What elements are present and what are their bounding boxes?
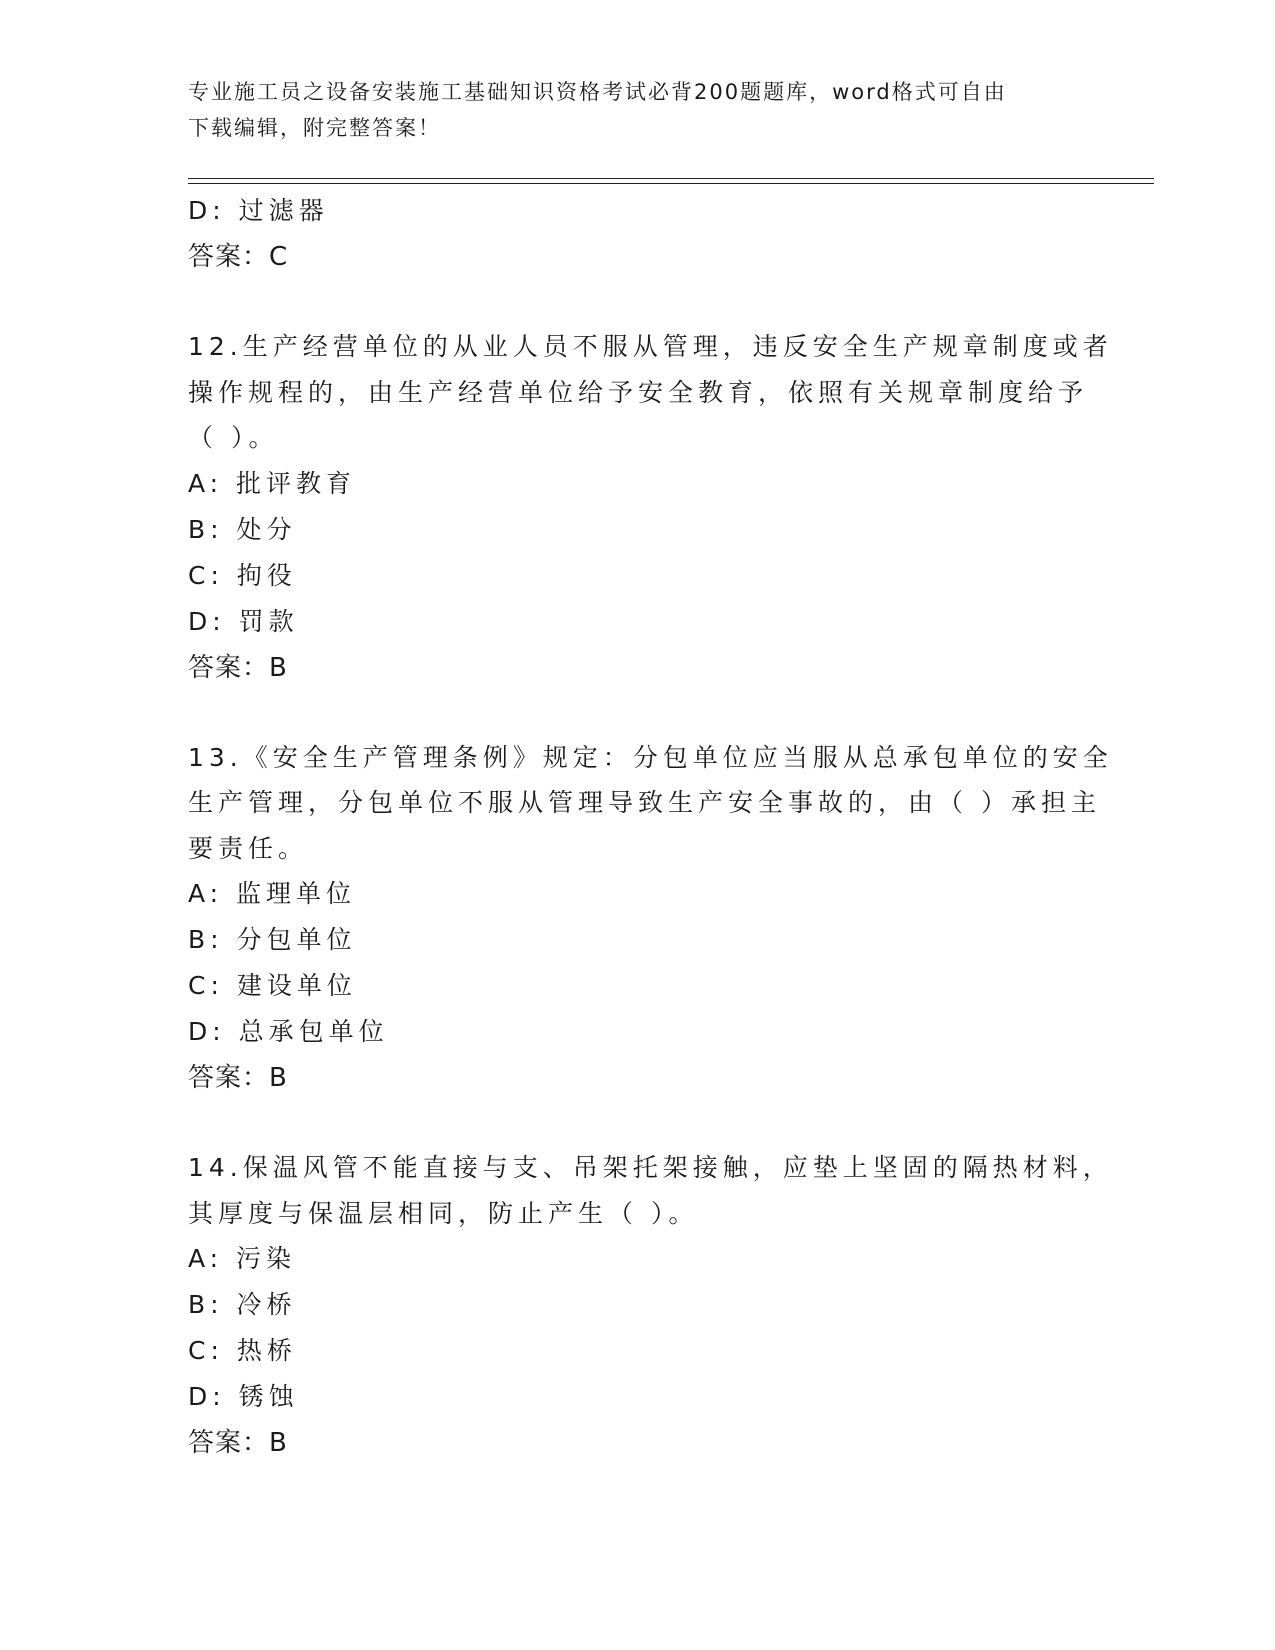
prev-answer: 答案：C — [188, 242, 289, 272]
answer: 答案：B — [188, 652, 288, 683]
option-b: B: 分包单位 — [188, 925, 357, 954]
option-b: B: 处分 — [188, 514, 297, 544]
header-divider — [188, 178, 1154, 184]
question-text-line: 其厚度与保温层相同，防止产生（ ）。 — [188, 1198, 699, 1228]
option-d: D: 总承包单位 — [188, 1017, 389, 1046]
answer: 答案：B — [188, 1063, 288, 1093]
option-c: C: 拘役 — [188, 560, 297, 590]
question-text-line: 14.保温风管不能直接与支、吊架托架接触，应垫上坚固的隔热材料， — [188, 1153, 1113, 1182]
question-text-line: 生产管理，分包单位不服从管理导致生产安全事故的，由（ ）承担主 — [188, 788, 1101, 817]
option-a: A: 批评教育 — [188, 468, 357, 498]
question-text-line: 12.生产经营单位的从业人员不服从管理，违反安全生产规章制度或者 — [188, 332, 1113, 361]
question-14 — [188, 1145, 1113, 1466]
option-c: C: 热桥 — [188, 1336, 297, 1365]
option-d: D: 锈蚀 — [188, 1382, 299, 1411]
answer: 答案：B — [188, 1428, 288, 1458]
question-text-line: 13.《安全生产管理条例》规定：分包单位应当服从总承包单位的安全 — [188, 742, 1113, 772]
question-text-line: 操作规程的，由生产经营单位给予安全教育，依照有关规章制度给予 — [188, 377, 1089, 407]
question-text — [188, 1145, 1113, 1236]
question-text-line: 要责任。 — [188, 833, 309, 863]
document-header — [188, 74, 1088, 146]
option-a: A: 污染 — [188, 1244, 297, 1273]
option-c: C: 建设单位 — [188, 971, 357, 1000]
question-text-line: （ ）。 — [188, 423, 279, 452]
header-line-2: 下载编辑，附完整答案！ — [188, 116, 441, 140]
option-b: B: 冷桥 — [188, 1290, 297, 1319]
question-13 — [188, 735, 1113, 1102]
question-12 — [188, 324, 1113, 691]
question-list — [188, 188, 1113, 1466]
option-a: A: 监理单位 — [188, 879, 357, 908]
question-text — [188, 324, 1113, 461]
question-text — [188, 735, 1113, 872]
header-line-1: 专业施工员之设备安装施工基础知识资格考试必背200题题库，word格式可自由 — [188, 80, 1007, 104]
option-d: D: 罚款 — [188, 606, 299, 636]
prev-option-d: D: 过滤器 — [188, 196, 329, 225]
